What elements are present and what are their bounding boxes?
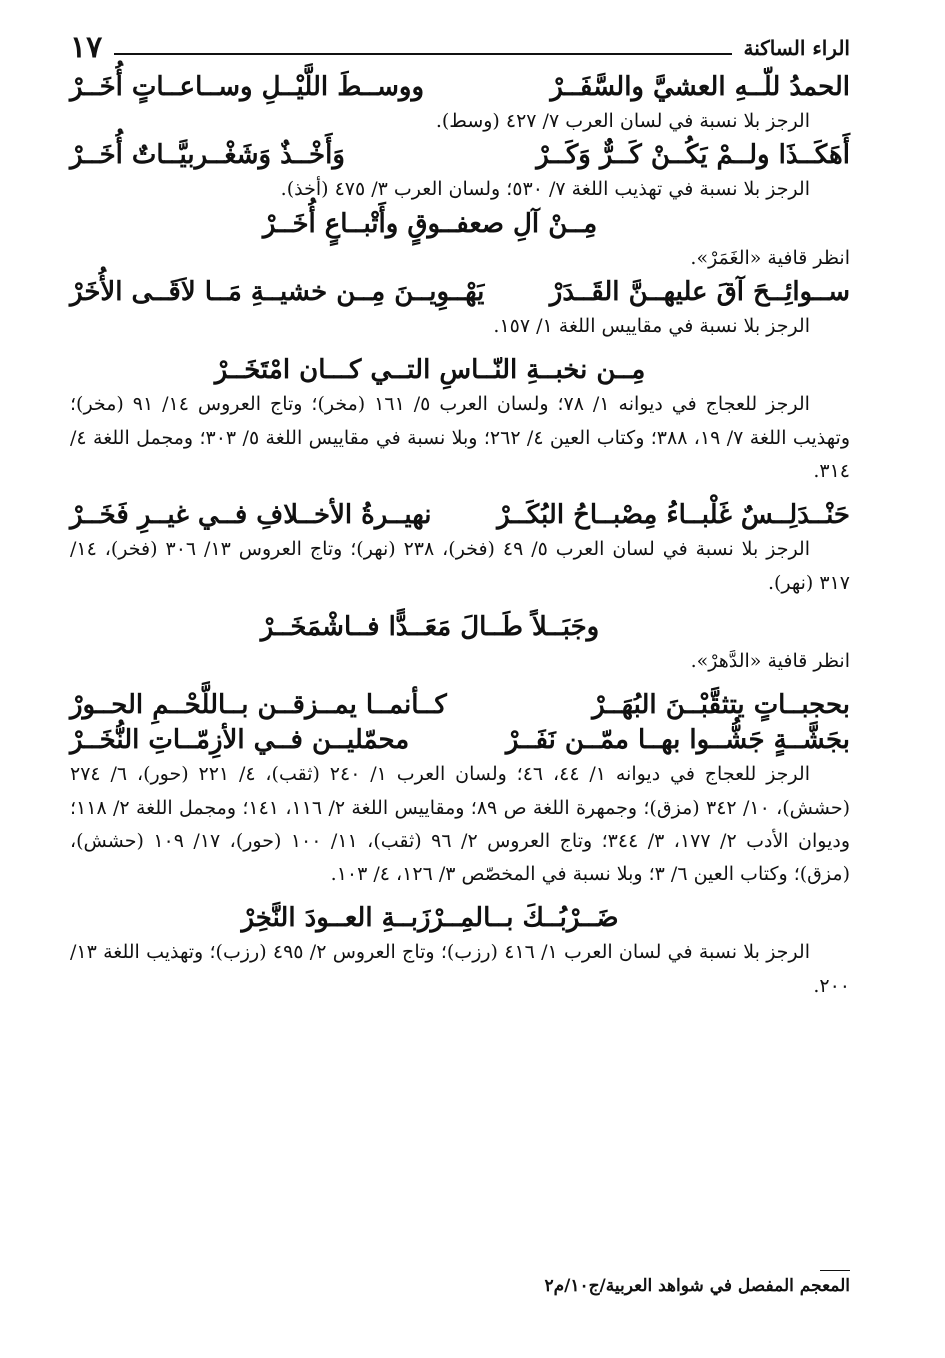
- verse-hemistich: أَهَكَــذَا ولــمْ يَكُــنْ كَــرٌّ وَكَــرْ: [536, 140, 850, 171]
- verse-hemistich: بجَشَّــةٍ جَشُّــوا بهــا ممّــن نَفَــرْ: [505, 725, 850, 756]
- verse: [70, 498, 850, 533]
- verse-hemistich: بحجبــاتٍ يتثقَّبْــنَ البُهَــرْ: [592, 690, 850, 721]
- page: [70, 22, 850, 1003]
- verse: [70, 353, 850, 388]
- source-note: الرجز بلا نسبة في لسان العرب ٧/ ٤٢٧ (وسط).: [435, 110, 810, 133]
- source-note: الرجز بلا نسبة في لسان العرب ٥/ ٤٩ (فخر)، ٢٣٨ (نهر)؛ وتاج العروس ١٣/ ٣٠٦ (فخر)، ١٤/ ٣١٧ (نهر).: [70, 538, 850, 594]
- verse-hemistich: مِــنْ آلِ صعفــوقٍ وأَتْبــاعٍ أُخَــرْ: [262, 208, 598, 239]
- verse: [70, 207, 850, 242]
- verse-hemistich: ســوائِــحَ آقَ عليهــنَّ القَــدَرْ: [549, 277, 850, 308]
- verse: [70, 901, 850, 936]
- verse-hemistich: الحمدُ للّــهِ العشيَّ والسَّفَــرْ: [550, 72, 850, 102]
- verse: [70, 138, 850, 173]
- verse: [70, 688, 850, 723]
- verse-hemistich: نهيــرةُ الأخــلافِ فــي غيــرِ فَخَــرْ: [70, 500, 432, 531]
- verse-hemistich: ضَــرْبُــكَ بــالمِــرْزَبــةِ العــودَ النَّخِرْ: [241, 903, 619, 934]
- cross-reference: انظر قافية «الدَّهرْ».: [690, 649, 850, 672]
- verse: [70, 723, 850, 758]
- page-header: [70, 22, 850, 66]
- verse-hemistich: ووســطَ اللَّيْــلِ وســاعــاتٍ أُخَــرْ: [70, 72, 425, 102]
- source-note: الرجز للعجاج في ديوانه ١/ ٧٨؛ ولسان العرب ٥/ ١٦١ (مخر)؛ وتاج العروس ١٤/ ٩١ (مخر)؛ وتهذيب اللغة ٧/ ١٩، ٣٨٨؛ وكتاب العين ٤/ ٢٦٢؛ وبلا نسبة في مقاييس اللغة ٥/ ٣٠٣؛ ومجمل اللغة ٤/ ٣١٤.: [70, 393, 850, 482]
- verse-hemistich: محمّليــن فــي الأزِمّــاتِ النُّخَــرْ: [70, 725, 410, 756]
- verse-hemistich: حَنْــدَلِــسٌ غَلْبــاءُ مِصْبــاحُ البُكَــرْ: [497, 500, 850, 531]
- source-note: الرجز بلا نسبة في مقاييس اللغة ١/ ١٥٧.: [493, 315, 810, 338]
- cross-reference: انظر قافية «الغَمَرْ».: [690, 246, 850, 269]
- verse: [70, 610, 850, 645]
- page-footer: المعجم المفصل في شواهد العربية/ج١٠/م٢: [544, 1276, 850, 1296]
- verse-hemistich: يَهْــوِيــنَ مِــن خشيــةِ مَــا لاَقَــى الأُخَرْ: [70, 277, 485, 308]
- verse: [70, 275, 850, 310]
- source-note: الرجز بلا نسبة في لسان العرب ١/ ٤١٦ (رزب)؛ وتاج العروس ٢/ ٤٩٥ (رزب)؛ وتهذيب اللغة ١٣/ ٢٠٠.: [70, 941, 850, 997]
- page-number: ١٧: [70, 30, 103, 65]
- verse-hemistich: مِــن نخبــةِ النّــاسِ التــي كـــان امْتَخَــرْ: [214, 355, 646, 386]
- verse-hemistich: وَأَخْــذٌ وَشَغْــربيَّــاتٌ أُخَــرْ: [70, 140, 345, 171]
- source-note: الرجز للعجاج في ديوانه ١/ ٤٤، ٤٦؛ ولسان العرب ١/ ٢٤٠ (ثقب)، ٤/ ٢٢١ (حور)، ٦/ ٢٧٤ (حشش)، ١٠/ ٣٤٢ (مزق)؛ وجمهرة اللغة ص ٨٩؛ ومقاييس اللغة ٢/ ١١٦، ١٤١؛ ومجمل اللغة ٢/ ١١٨؛ وديوان الأدب ٢/ ١٧٧، ٣/ ٣٤٤؛ وتاج العروس ٢/ ٩٦ (ثقب)، ١١/ ١٠٠ (حور)، ١٧/ ١٠٩ (حشش)، (مزق)؛ وكتاب العين ٦/ ٣؛ وبلا نسبة في المخصّص ٣/ ١٢٦، ٤/ ١٠٣.: [70, 763, 851, 886]
- verse-hemistich: كــأنمــا يمــزقــن بــاللَّحْــمِ الحــورْ: [70, 690, 447, 721]
- section-title: الراء الساكنة: [743, 36, 850, 60]
- header-rule: [114, 53, 732, 55]
- source-note: الرجز بلا نسبة في تهذيب اللغة ٧/ ٥٣٠؛ ولسان العرب ٣/ ٤٧٥ (أخذ).: [280, 178, 810, 201]
- verse-hemistich: وجَبَــلاً طَــالَ مَعَــدًّا فــاشْمَخَــرْ: [260, 611, 600, 642]
- verse: [70, 70, 850, 105]
